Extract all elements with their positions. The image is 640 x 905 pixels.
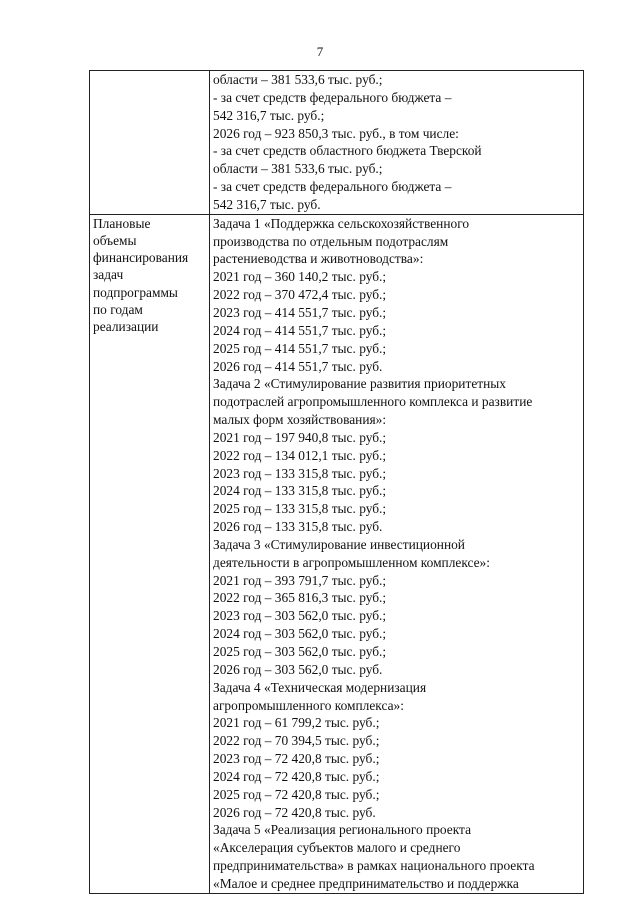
table-row	[90, 71, 584, 215]
text-line: 2021 год – 61 799,2 тыс. руб.;	[213, 715, 380, 731]
text-line: подпрограммы	[93, 284, 178, 300]
text-line: области – 381 533,6 тыс. руб.;	[213, 161, 383, 177]
text-line: 2021 год – 360 140,2 тыс. руб.;	[213, 269, 387, 285]
text-line: агропромышленного комплекса»:	[213, 697, 404, 713]
text-line: 2024 год – 133 315,8 тыс. руб.;	[213, 483, 387, 499]
text-line: 2025 год – 133 315,8 тыс. руб.;	[213, 501, 387, 517]
text-line: Задача 2 «Стимулирование развития приоритетных	[213, 376, 506, 392]
text-line: деятельности в агропромышленном комплексе»:	[213, 554, 490, 570]
text-line: 2023 год – 414 551,7 тыс. руб.;	[213, 304, 387, 320]
text-line: Задача 3 «Стимулирование инвестиционной	[213, 536, 465, 552]
text-line: 2022 год – 370 472,4 тыс. руб.;	[213, 287, 387, 303]
text-line: предпринимательства» в рамках национального проекта	[213, 858, 535, 874]
text-line: реализации	[93, 318, 159, 334]
text-line: Плановые	[93, 215, 151, 231]
subprogram-passport-table	[89, 70, 584, 894]
row1-content	[213, 71, 580, 214]
text-line: - за счет средств федерального бюджета –	[213, 179, 452, 195]
text-line: 2026 год – 72 420,8 тыс. руб.	[213, 804, 376, 820]
row-label-cell	[90, 71, 210, 215]
text-line: 2026 год – 133 315,8 тыс. руб.	[213, 519, 383, 535]
text-line: 2023 год – 133 315,8 тыс. руб.;	[213, 465, 387, 481]
text-line: 542 316,7 тыс. руб.	[213, 196, 321, 212]
text-line: 2024 год – 414 551,7 тыс. руб.;	[213, 322, 387, 338]
row-content-cell	[210, 71, 584, 215]
row2-label	[93, 215, 206, 335]
text-line: Задача 5 «Реализация регионального проекта	[213, 822, 472, 838]
text-line: 2022 год – 365 816,3 тыс. руб.;	[213, 590, 387, 606]
page-number: 7	[316, 44, 324, 59]
text-line: области – 381 533,6 тыс. руб.;	[213, 72, 383, 87]
text-line: финансирования	[93, 250, 189, 266]
table-row	[90, 214, 584, 893]
text-line: растениеводства и животноводства»:	[213, 251, 424, 267]
text-line: задач	[93, 267, 124, 283]
text-line: 2022 год – 70 394,5 тыс. руб.;	[213, 733, 380, 749]
text-line: 2025 год – 72 420,8 тыс. руб.;	[213, 786, 380, 802]
text-line: «Малое и среднее предпринимательство и поддержка	[213, 875, 519, 891]
text-line: 2021 год – 393 791,7 тыс. руб.;	[213, 572, 387, 588]
text-line: производства по отдельным подотраслям	[213, 233, 449, 249]
text-line: 2023 год – 303 562,0 тыс. руб.;	[213, 608, 387, 624]
text-line: объемы	[93, 232, 137, 248]
row-content-cell	[210, 214, 584, 893]
text-line: Задача 1 «Поддержка сельскохозяйственного	[213, 215, 470, 231]
row-label-cell	[90, 214, 210, 893]
text-line: 2023 год – 72 420,8 тыс. руб.;	[213, 751, 380, 767]
text-line: 2026 год – 303 562,0 тыс. руб.	[213, 661, 383, 677]
text-line: «Акселерация субъектов малого и среднего	[213, 840, 461, 856]
text-line: 2021 год – 197 940,8 тыс. руб.;	[213, 429, 387, 445]
text-line: - за счет средств областного бюджета Тверской	[213, 143, 482, 159]
text-line: 2026 год – 923 850,3 тыс. руб., в том числе:	[213, 125, 459, 141]
text-line: 2022 год – 134 012,1 тыс. руб.;	[213, 447, 387, 463]
text-line: 542 316,7 тыс. руб.;	[213, 107, 325, 123]
text-line: - за счет средств федерального бюджета –	[213, 89, 452, 105]
text-line: 2024 год – 303 562,0 тыс. руб.;	[213, 626, 387, 642]
text-line: 2024 год – 72 420,8 тыс. руб.;	[213, 768, 380, 784]
text-line: подотраслей агропромышленного комплекса и развитие	[213, 394, 533, 410]
text-line: Задача 4 «Техническая модернизация	[213, 679, 427, 695]
text-line: 2025 год – 303 562,0 тыс. руб.;	[213, 644, 387, 659]
text-line: малых форм хозяйствования»:	[213, 412, 387, 428]
text-line: 2025 год – 414 551,7 тыс. руб.;	[213, 340, 387, 356]
row2-content	[213, 215, 580, 893]
text-line: по годам	[93, 301, 143, 317]
text-line: 2026 год – 414 551,7 тыс. руб.	[213, 358, 383, 374]
